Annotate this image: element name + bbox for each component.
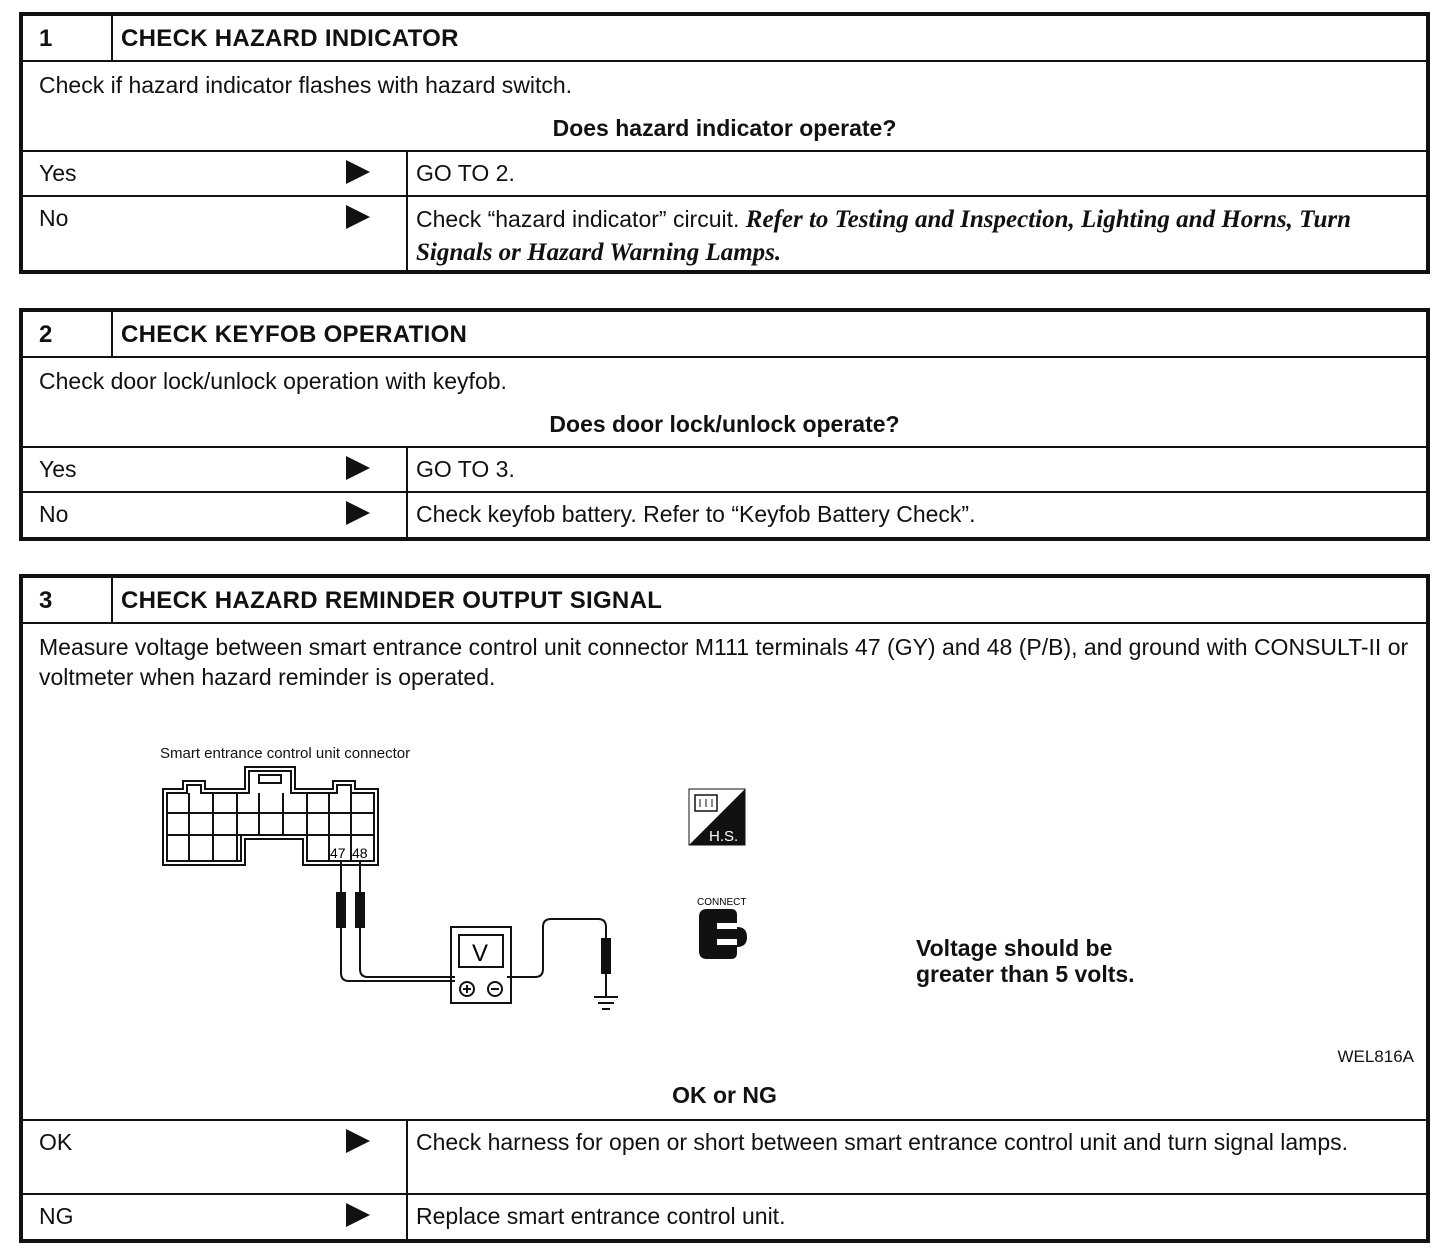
play-arrow-icon [346,501,370,525]
answer-result: Check harness for open or short between smart entrance control unit and turn signal lamps. [416,1129,1348,1155]
voltage-spec [916,935,1135,987]
instruction-text: Check door lock/unlock operation with keyfob. [39,368,507,394]
answer-label-text: Yes [39,160,77,186]
answer-row-no [23,197,1426,270]
answer-label [23,1121,408,1193]
answer-row-yes [23,152,1426,197]
voltage-spec-line2: greater than 5 volts. [916,960,1135,987]
pin-48-label: 48 [352,844,368,861]
answer-label-text: No [39,501,69,527]
answer-label [23,152,408,195]
step-1-block [19,12,1430,274]
question-text: Does door lock/unlock operate? [549,411,900,437]
result-text: Check “hazard indicator” circuit. [416,206,740,232]
step-title: CHECK KEYFOB OPERATION [121,321,468,348]
reference-link[interactable]: Refer to Testing and Inspection, Lighting and Horns, Turn Signals or Hazard Warning Lamps. [416,206,1352,266]
play-arrow-icon [346,1129,370,1153]
answer-row-ng [23,1195,1426,1239]
answer-label-text: OK [39,1129,73,1155]
answer-result [408,197,1426,270]
play-arrow-icon [346,1203,370,1227]
step-title: CHECK HAZARD REMINDER OUTPUT SIGNAL [121,587,663,614]
voltmeter-letter: V [472,939,489,967]
pin-47-label: 47 [330,844,346,861]
answer-result: Check keyfob battery. Refer to “Keyfob Battery Check”. [416,501,976,527]
play-arrow-icon [346,205,370,229]
answer-result: Replace smart entrance control unit. [416,1203,786,1229]
answer-row-ok [23,1121,1426,1195]
answer-row-no [23,493,1426,537]
step-3-block [19,574,1430,1243]
play-arrow-icon [346,456,370,480]
play-arrow-icon [346,160,370,184]
figure-code: WEL816A [1337,1046,1414,1066]
hs-label: H.S. [709,827,739,845]
question-text: Does hazard indicator operate? [552,115,897,141]
step-1-instruction-area [23,62,1426,152]
answer-result: GO TO 2. [416,160,515,186]
step-2-block [19,308,1430,541]
step-number: 3 [23,578,113,622]
step-title: CHECK HAZARD INDICATOR [121,25,459,52]
question-text-ok-ng: OK or NG [672,1082,777,1108]
measurement-diagram [23,705,1426,1119]
answer-label-text: Yes [39,456,77,482]
connect-plug-icon [699,909,747,959]
answer-label-text: No [39,205,69,231]
answer-label [23,197,408,270]
step-3-instruction-area [23,624,1426,1121]
answer-label [23,493,408,537]
instruction-text: Measure voltage between smart entrance control unit connector M111 terminals 47 (GY) and 48 (P/B), and ground with CONSULT-II or voltmeter when hazard reminder is operated. [39,634,1409,690]
step-number: 2 [23,312,113,356]
answer-label-text: NG [39,1203,74,1229]
answer-label [23,1195,408,1239]
wiring-diagram-svg [23,705,1426,1085]
connector-icon [163,767,378,865]
answer-label [23,448,408,491]
step-2-header [23,312,1426,358]
answer-result: GO TO 3. [416,456,515,482]
step-2-instruction-area [23,358,1426,448]
connector-label: Smart entrance control unit connector [160,744,411,762]
answer-row-yes [23,448,1426,493]
step-3-header [23,578,1426,624]
voltage-spec-line1: Voltage should be [916,934,1113,961]
instruction-text: Check if hazard indicator flashes with hazard switch. [39,72,573,98]
connect-label: CONNECT [697,896,747,908]
step-number: 1 [23,16,113,60]
step-1-header [23,16,1426,62]
